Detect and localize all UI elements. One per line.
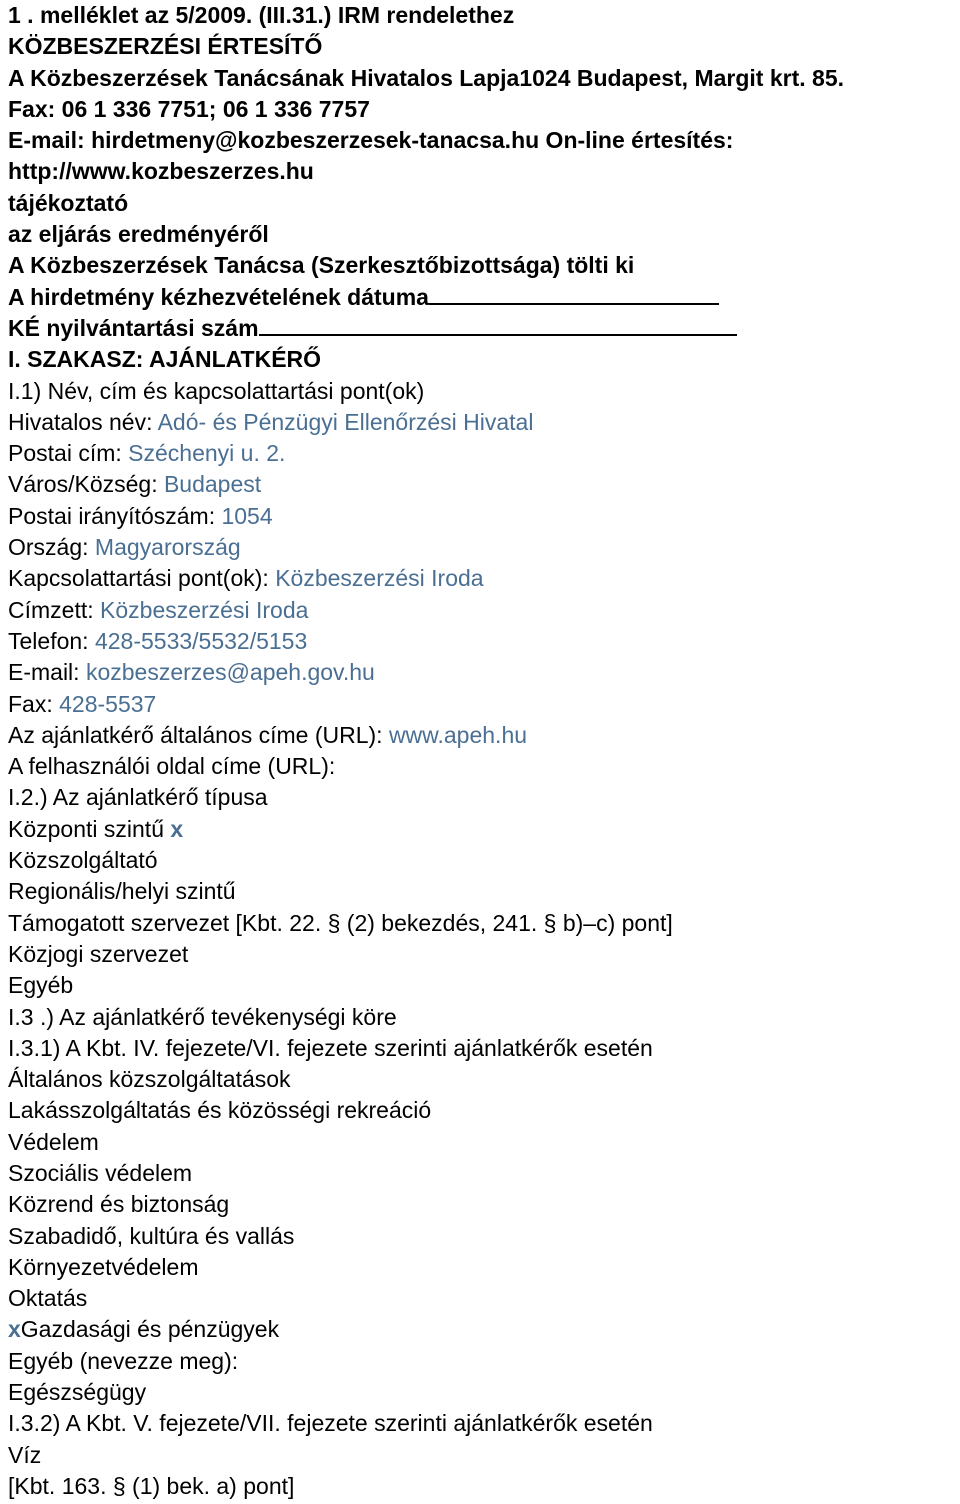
activity-item [8, 1221, 952, 1252]
field-value: www.apeh.hu [388, 721, 528, 748]
registry-number-blank [259, 314, 737, 336]
field-label: Az ajánlatkérő általános címe (URL): [8, 721, 389, 748]
activity-heading: I.3 .) Az ajánlatkérő tevékenységi köre [8, 1003, 397, 1030]
field-postal-code [8, 501, 952, 532]
field-postal-address [8, 438, 952, 469]
website-line: http://www.kozbeszerzes.hu [8, 158, 314, 185]
activity-label: Oktatás [8, 1285, 88, 1312]
activity-label: Közrend és biztonság [8, 1191, 230, 1218]
sub2-item: Víz [8, 1441, 42, 1468]
activity-item [8, 1189, 952, 1220]
activity-item [8, 1346, 952, 1377]
type-option-label: Közjogi szervezet [8, 940, 189, 967]
checked-mark: x [170, 815, 184, 842]
field-label: Ország: [8, 534, 95, 561]
field-addressee [8, 595, 952, 626]
activity-label: Lakásszolgáltatás és közösségi rekreáció [8, 1097, 432, 1124]
activity-item [8, 1252, 952, 1283]
type-option-central [8, 814, 952, 845]
activity-label: Védelem [8, 1128, 99, 1155]
type-option-label: Központi szintű [8, 815, 171, 842]
field-label: Telefon: [8, 627, 95, 654]
type-option-public-law-body [8, 939, 952, 970]
field-contact-point [8, 563, 952, 594]
filled-by-line: A Közbeszerzések Tanácsa (Szerkesztőbizottsága) tölti ki [8, 252, 635, 279]
notice-subject: az eljárás eredményéről [8, 221, 269, 248]
field-value: 1054 [221, 502, 273, 529]
checked-mark: x [8, 1316, 21, 1343]
type-option-label: Regionális/helyi szintű [8, 878, 236, 905]
type-option-other [8, 970, 952, 1001]
field-label: Fax: [8, 690, 60, 717]
field-label: Postai irányítószám: [8, 502, 222, 529]
field-country [8, 532, 952, 563]
sub2-item: [Kbt. 163. § (1) bek. a) pont] [8, 1472, 295, 1499]
type-option-supported-org [8, 908, 952, 939]
field-label: A felhasználói oldal címe (URL): [8, 753, 336, 780]
activity-item [8, 1095, 952, 1126]
activity-subheading-2: I.3.2) A Kbt. V. fejezete/VII. fejezete szerinti ajánlatkérők esetén [8, 1410, 653, 1437]
field-value: Adó- és Pénzügyi Ellenőrzési Hivatal [157, 408, 534, 435]
field-telephone [8, 626, 952, 657]
activity-label: Általános közszolgáltatások [8, 1066, 291, 1093]
activity-item [8, 1064, 952, 1095]
field-value: kozbeszerzes@apeh.gov.hu [85, 659, 375, 686]
type-option-utility [8, 845, 952, 876]
activity-item [8, 1283, 952, 1314]
field-value: Közbeszerzési Iroda [100, 596, 309, 623]
field-value: 428-5537 [59, 690, 157, 717]
activity-subheading-1: I.3.1) A Kbt. IV. fejezete/VI. fejezete szerinti ajánlatkérők esetén [8, 1034, 653, 1061]
type-option-label: Közszolgáltató [8, 847, 158, 874]
type-option-label: Egyéb [8, 972, 74, 999]
field-label: Város/Község: [8, 471, 164, 498]
registry-number-label: KÉ nyilvántartási szám [8, 314, 259, 341]
field-label: Kapcsolattartási pont(ok): [8, 565, 276, 592]
field-buyer-profile-url [8, 751, 952, 782]
activity-label: Egészségügy [8, 1379, 147, 1406]
field-label: Postai cím: [8, 440, 129, 467]
registry-number-row [8, 313, 952, 344]
field-general-url [8, 720, 952, 751]
field-label: E-mail: [8, 659, 86, 686]
receipt-date-blank [429, 283, 719, 305]
type-option-regional [8, 876, 952, 907]
contact-heading: I.1) Név, cím és kapcsolattartási pont(ok) [8, 377, 425, 404]
type-heading: I.2.) Az ajánlatkérő típusa [8, 784, 268, 811]
activity-label: Gazdasági és pénzügyek [20, 1316, 280, 1343]
field-email [8, 657, 952, 688]
receipt-date-row [8, 282, 952, 313]
receipt-date-label: A hirdetmény kézhezvételének dátuma [8, 283, 429, 310]
activity-item [8, 1377, 952, 1408]
field-fax [8, 689, 952, 720]
field-city [8, 469, 952, 500]
activity-label: Szabadidő, kultúra és vallás [8, 1222, 295, 1249]
activity-item [8, 1158, 952, 1189]
field-value: Budapest [163, 471, 262, 498]
publisher-line: A Közbeszerzések Tanácsának Hivatalos Lapja1024 Budapest, Margit krt. 85. [8, 64, 845, 91]
gazette-title: KÖZBESZERZÉSI ÉRTESÍTŐ [8, 33, 323, 60]
annex-reference: 1 . melléklet az 5/2009. (III.31.) IRM rendelethez [8, 2, 515, 28]
field-value: Széchenyi u. 2. [128, 440, 286, 467]
activity-label: Környezetvédelem [8, 1253, 199, 1280]
field-label: Címzett: [8, 596, 101, 623]
activity-label: Egyéb (nevezze meg): [8, 1347, 239, 1374]
fax-line: Fax: 06 1 336 7751; 06 1 336 7757 [8, 95, 370, 122]
field-label: Hivatalos név: [8, 408, 158, 435]
activity-item [8, 1314, 952, 1345]
email-line: E-mail: hirdetmeny@kozbeszerzesek-tanacsa.hu On-line értesítés: [8, 127, 734, 154]
field-value: 428-5533/5532/5153 [94, 627, 308, 654]
type-option-label: Támogatott szervezet [Kbt. 22. § (2) bekezdés, 241. § b)–c) pont] [8, 909, 673, 936]
document-page [8, 0, 952, 1502]
notice-type: tájékoztató [8, 189, 129, 216]
activity-label: Szociális védelem [8, 1159, 193, 1186]
section-heading: I. SZAKASZ: AJÁNLATKÉRŐ [8, 346, 322, 373]
field-value: Közbeszerzési Iroda [275, 565, 484, 592]
field-official-name [8, 407, 952, 438]
field-value: Magyarország [94, 534, 241, 561]
activity-item [8, 1127, 952, 1158]
